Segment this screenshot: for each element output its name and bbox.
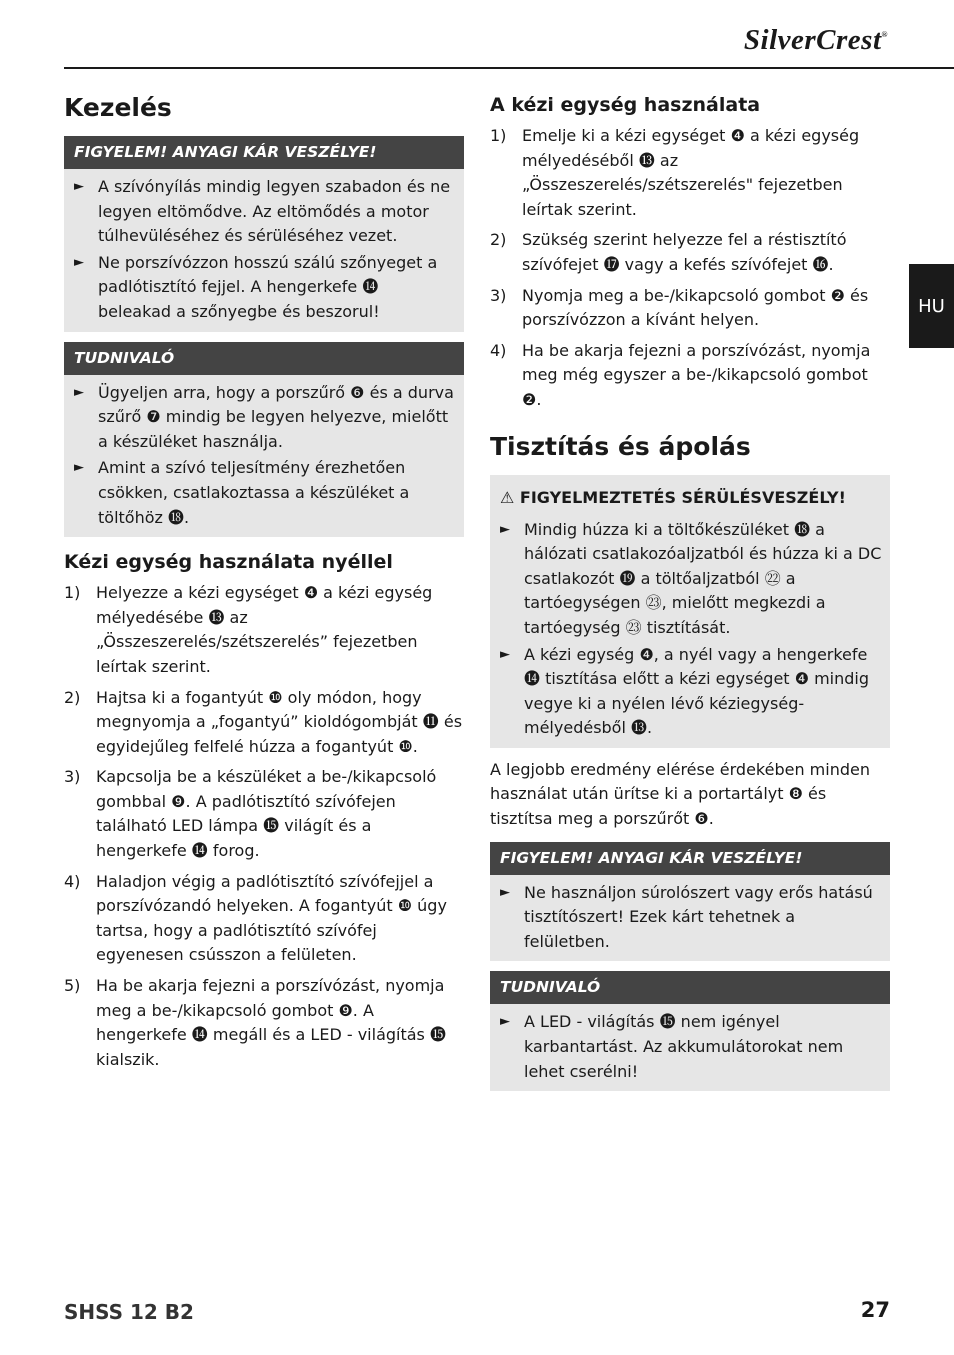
warning-header: FIGYELEM! ANYAGI KÁR VESZÉLYE!	[490, 842, 890, 875]
note-box	[490, 971, 890, 1091]
subsection-title: Kézi egység használata nyéllel	[64, 551, 393, 574]
header-rule	[64, 67, 954, 69]
arrow-icon: ►	[500, 884, 510, 900]
warning-box-material	[64, 136, 464, 332]
warning-triangle-icon: ⚠	[500, 487, 515, 507]
arrow-icon: ►	[74, 460, 84, 476]
list-item: 2) Szükség szerint helyezze fel a réstisztító szívófejet ⓱ vagy a kefés szívófejet ⓰.	[490, 230, 847, 274]
steps-list	[490, 124, 890, 413]
section-title-kezeles: Kezelés	[64, 93, 172, 122]
list-item: 2) Hajtsa ki a fogantyút ❿ oly módon, hogy megnyomja a „fogantyú” kioldógombját ⓫ és egyidejűleg felfelé húzza a fogantyút ❿.	[64, 687, 463, 756]
list-item: ► Mindig húzza ki a töltőkészüléket ⓲ a hálózati csatlakozóaljzatból és húzza ki a DC csatlakozót ⓳ a töltőaljzatból ㉒ a tartóegységen ㉓, mielőtt megkezdi a tartóegység ㉓ tisztítását.	[500, 519, 882, 637]
left-column	[64, 84, 464, 1078]
footer-model: SHSS 12 B2	[64, 1300, 194, 1324]
language-tab: HU	[909, 264, 954, 348]
brand-logo: SilverCrest®	[743, 24, 888, 56]
list-item: 4) Ha be akarja fejezni a porszívózást, nyomja meg még egyszer a be-/kikapcsoló gombot ❷.	[490, 340, 871, 409]
section-title-tisztitas: Tisztítás és ápolás	[490, 431, 751, 461]
list-item: 5) Ha be akarja fejezni a porszívózást, nyomja meg a be-/kikapcsoló gombot ❾. A hengerkefe ⓮ megáll és a LED - világítás ⓯ kialszik.	[64, 976, 446, 1069]
cleaning-paragraph: A legjobb eredmény elérése érdekében minden használat után ürítse ki a portartályt ❽ és tisztítsa meg a porszűrőt ❻.	[490, 759, 870, 829]
note-header: TUDNIVALÓ	[490, 971, 890, 1004]
warning-box-material	[490, 842, 890, 962]
list-item: 1) Emelje ki a kézi egységet ❹ a kézi egység mélyedéséből ⓭ az „Összeszerelés/szétszerelés" fejezetben leírtak szerint.	[490, 126, 860, 219]
arrow-icon: ►	[500, 646, 510, 662]
page-number: 27	[860, 1298, 890, 1322]
arrow-icon: ►	[500, 1014, 510, 1030]
list-item: 4) Haladjon végig a padlótisztító szívófejjel a porszívózandó helyeken. A fogantyút ❿ úgy tartsa, hogy a padlótisztító szívófej egyenesen csússzon a felületen.	[64, 871, 447, 965]
list-item: ► Ügyeljen arra, hogy a porszűrő ❻ és a durva szűrő ❼ mindig be legyen helyezve, mielőtt a készüléket használja.	[74, 382, 454, 451]
subsection-title: A kézi egység használata	[490, 94, 761, 116]
list-item: 3) Nyomja meg a be-/kikapcsoló gombot ❷ és porszívózzon a kívánt helyen.	[490, 285, 869, 330]
right-column	[490, 84, 890, 1101]
arrow-icon: ►	[74, 179, 84, 194]
list-item: ► A szívónyílás mindig legyen szabadon és ne legyen eltömődve. Az eltömődés a motor túlhevüléséhez és sérüléséhez vezet.	[74, 177, 451, 246]
list-item: ► A LED - világítás ⓯ nem igényel karbantartást. Az akkumulátorokat nem lehet cserélni!	[500, 1012, 844, 1081]
note-header: TUDNIVALÓ	[64, 342, 464, 375]
warning-header: FIGYELEM! ANYAGI KÁR VESZÉLYE!	[64, 136, 464, 169]
steps-list	[64, 581, 464, 1072]
list-item: ► Ne használjon súrolószert vagy erős hatású tisztítószert! Ezek kárt tehetnek a felületben.	[500, 882, 873, 951]
warning-box-injury	[490, 475, 890, 748]
warning-header: ⚠ FIGYELMEZTETÉS SÉRÜLÉSVESZÉLY!	[490, 475, 890, 512]
note-box	[64, 342, 464, 538]
arrow-icon: ►	[74, 254, 84, 270]
list-item: 1) Helyezze a kézi egységet ❹ a kézi egység mélyedésébe ⓭ az „Összeszerelés/szétszerelés” fejezetben leírtak szerint.	[64, 583, 433, 676]
list-item: 3) Kapcsolja be a készüléket a be-/kikapcsoló gombbal ❾. A padlótisztító szívófejen található LED lámpa ⓯ világít és a hengerkefe ⓮ forog.	[64, 767, 437, 861]
list-item: ► A kézi egység ❹, a nyél vagy a hengerkefe ⓮ tisztítása előtt a kézi egységet ❹ mindig vegye ki a nyélen lévő kéziegység-mélyedésből ⓭.	[500, 644, 870, 738]
arrow-icon: ►	[74, 384, 84, 400]
arrow-icon: ►	[500, 521, 510, 537]
list-item: ► Ne porszívózzon hosszú szálú szőnyeget a padlótisztító fejjel. A hengerkefe ⓮ beleakad a szőnyegbe és beszorul!	[74, 252, 438, 321]
list-item: ► Amint a szívó teljesítmény érezhetően csökken, csatlakoztassa a készüléket a töltőhöz ⓲.	[74, 458, 410, 527]
